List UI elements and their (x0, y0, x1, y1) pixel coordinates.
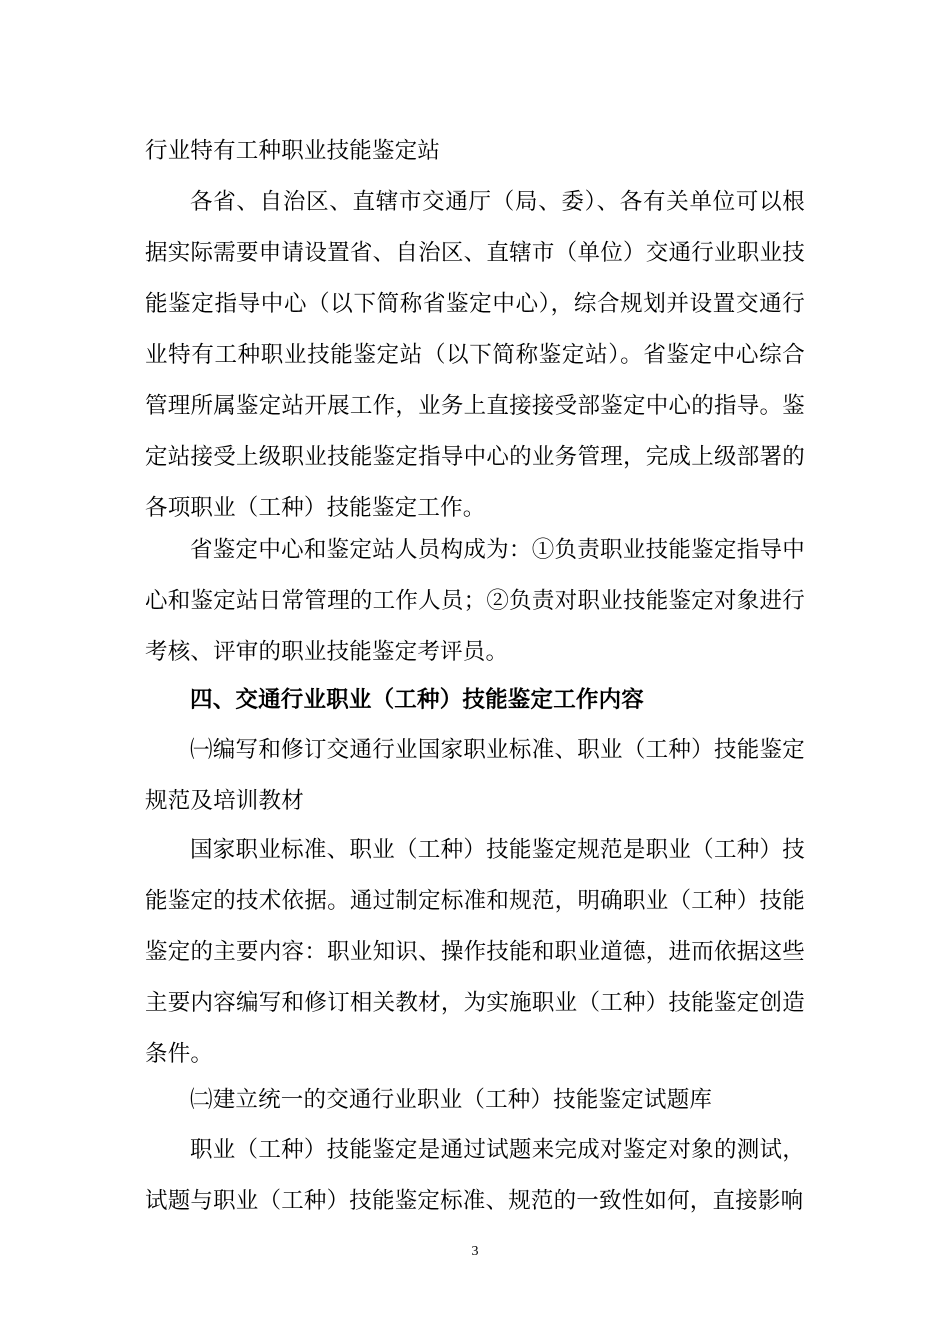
paragraph-question-bank: 职业（工种）技能鉴定是通过试题来完成对鉴定对象的测试，试题与职业（工种）技能鉴定标准、规范的一致性如何，直接影响 (145, 1137, 805, 1214)
subheading-two: ㈡建立统一的交通行业职业（工种）技能鉴定试题库 (190, 1087, 713, 1113)
paragraph-standards: 国家职业标准、职业（工种）技能鉴定规范是职业（工种）技能鉴定的技术依据。通过制定标准和规范，明确职业（工种）技能鉴定的主要内容：职业知识、操作技能和职业道德，进而依据这些主要内容编写和修订相关教材，为实施职业（工种）技能鉴定创造条件。 (145, 837, 805, 1067)
section-heading-four: 四、交通行业职业（工种）技能鉴定工作内容 (190, 687, 645, 713)
subheading-one: ㈠编写和修订交通行业国家职业标准、职业（工种）技能鉴定规范及培训教材 (145, 737, 805, 814)
paragraph-staff-composition: 省鉴定中心和鉴定站人员构成为：①负责职业技能鉴定指导中心和鉴定站日常管理的工作人员；②负责对职业技能鉴定对象进行考核、评审的职业技能鉴定考评员。 (145, 537, 805, 665)
paragraph-provincial-centers: 各省、自治区、直辖市交通厅（局、委）、各有关单位可以根据实际需要申请设置省、自治区、直辖市（单位）交通行业职业技能鉴定指导中心（以下简称省鉴定中心），综合规划并设置交通行业特有工种职业技能鉴定站（以下简称鉴定站）。省鉴定中心综合管理所属鉴定站开展工作，业务上直接接受部鉴定中心的指导。鉴定站接受上级职业技能鉴定指导中心的业务管理，完成上级部署的各项职业（工种）技能鉴定工作。 (145, 189, 805, 521)
page-number: 3 (471, 1244, 479, 1259)
paragraph-continuation: 行业特有工种职业技能鉴定站 (145, 138, 441, 164)
